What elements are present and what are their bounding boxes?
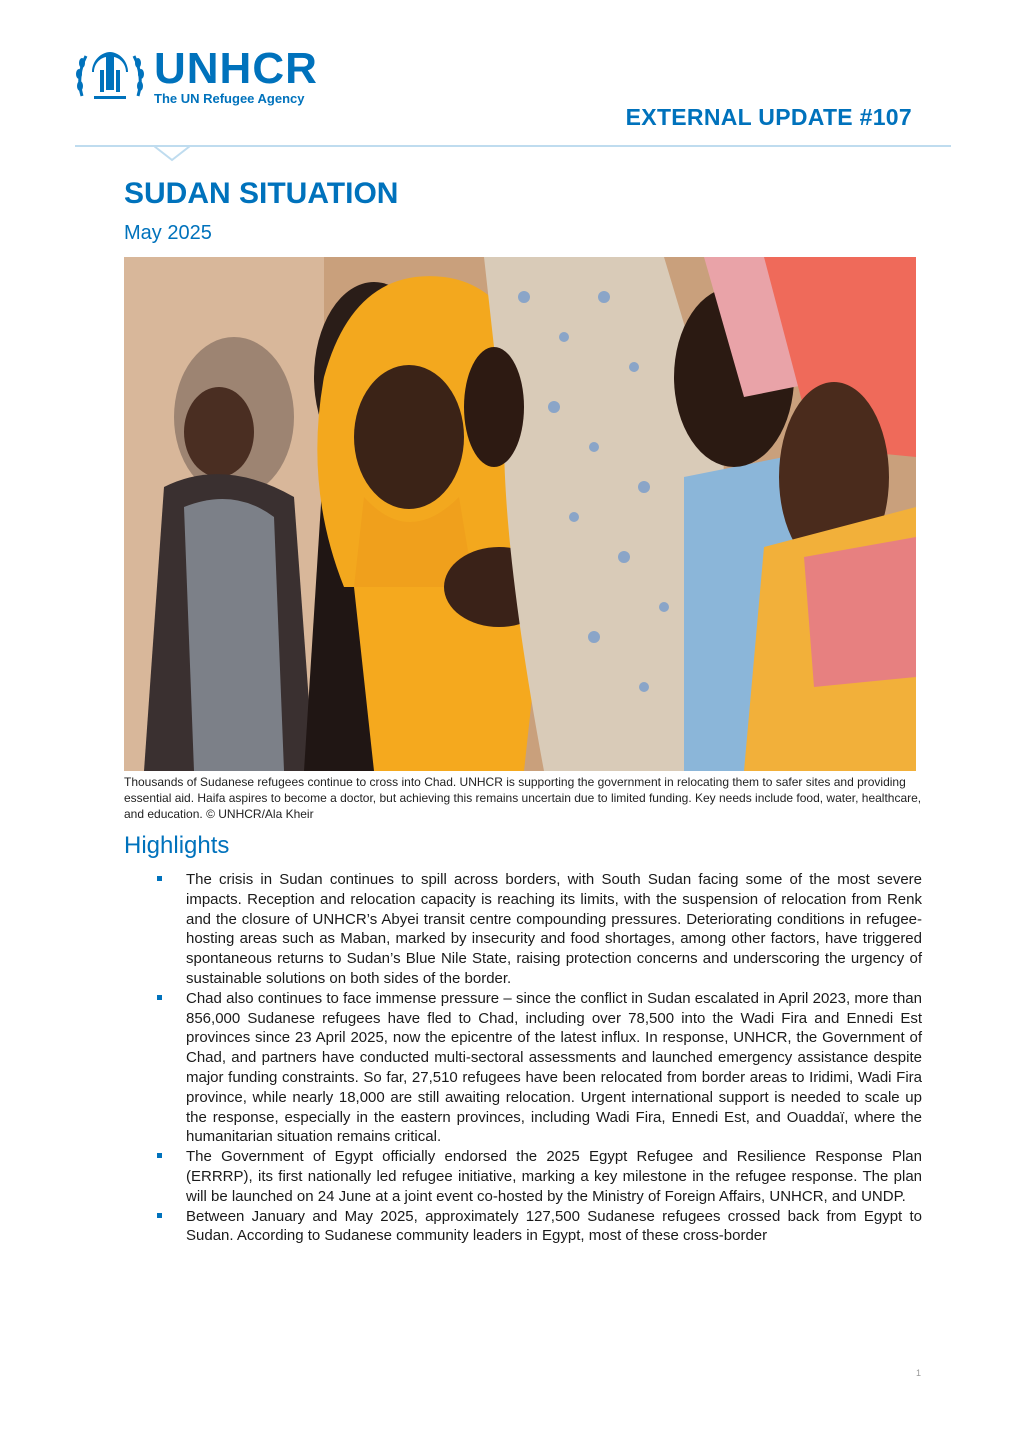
- highlight-item: [124, 1147, 922, 1206]
- document-title: SUDAN SITUATION: [124, 177, 399, 210]
- photo-caption: Thousands of Sudanese refugees continue to cross into Chad. UNHCR is supporting the government in relocating them to safer sites and providing essential aid. Haifa aspires to become a doctor, but achieving this remains uncertain due to limited funding. Key needs include food, water, healthcare, and education. © UNHCR/Ala Kheir: [124, 775, 922, 821]
- bullet-icon: [157, 995, 162, 1000]
- highlight-text: The crisis in Sudan continues to spill across borders, with South Sudan facing some of the most severe impacts. Reception and relocation capacity is reaching its limits, with the suspension of relocation from Renk and the closure of UNHCR’s Abyei transit centre compounding pressures. Deteriorating conditions in refugee-hosting areas such as Maban, marked by insecurity and food shortages, among other factors, have triggered spontaneous returns to Sudan’s Blue Nile State, raising protection concerns and underscoring the urgency of sustainable solutions on both sides of the border.: [186, 871, 922, 987]
- unhcr-logo: [72, 43, 318, 108]
- page-number: 1: [916, 1368, 922, 1378]
- highlight-item: [124, 989, 922, 1147]
- highlight-text: Chad also continues to face immense pressure – since the conflict in Sudan escalated in April 2023, more than 856,000 Sudanese refugees have fled to Chad, including over 78,500 into the Wadi Fira and Ennedi Est provinces since 23 April 2025, now the epicentre of the latest influx. In response, UNHCR, the Government of Chad, and partners have conducted multi-sectoral assessments and launched emergency assistance despite major funding constraints. So far, 27,510 refugees have been relocated from border areas to Iridimi, Wadi Fira province, while nearly 18,000 are still awaiting relocation. Urgent international support is needed to scale up the response, especially in the eastern provinces, including Wadi Fira, Ennedi Est, and Ouaddaï, where the humanitarian situation remains critical.: [186, 989, 922, 1146]
- logo-wordmark: UNHCR: [154, 43, 318, 93]
- highlights-heading: Highlights: [124, 832, 230, 859]
- bullet-icon: [157, 876, 162, 881]
- highlight-item: [124, 870, 922, 989]
- cover-photo: [124, 257, 916, 771]
- header-divider: [75, 145, 951, 147]
- highlight-item: [124, 1207, 922, 1247]
- unhcr-emblem-icon: [72, 46, 148, 108]
- bullet-icon: [157, 1213, 162, 1218]
- bullet-icon: [157, 1153, 162, 1158]
- document-date: May 2025: [124, 222, 212, 244]
- logo-tagline: The UN Refugee Agency: [154, 90, 305, 106]
- divider-notch-icon: [154, 145, 190, 163]
- highlights-list: [124, 870, 922, 1246]
- highlight-text: Between January and May 2025, approximately 127,500 Sudanese refugees crossed back from Egypt to Sudan. According to Sudanese community leaders in Egypt, most of these cross-border: [186, 1207, 922, 1245]
- update-title: EXTERNAL UPDATE #107: [625, 104, 912, 130]
- highlight-text: The Government of Egypt officially endorsed the 2025 Egypt Refugee and Resilience Response Plan (ERRRP), its first nationally led refugee initiative, marking a key milestone in the refugee response. The plan will be launched on 24 June at a joint event co-hosted by the Ministry of Foreign Affairs, UNHCR, and UNDP.: [186, 1148, 922, 1205]
